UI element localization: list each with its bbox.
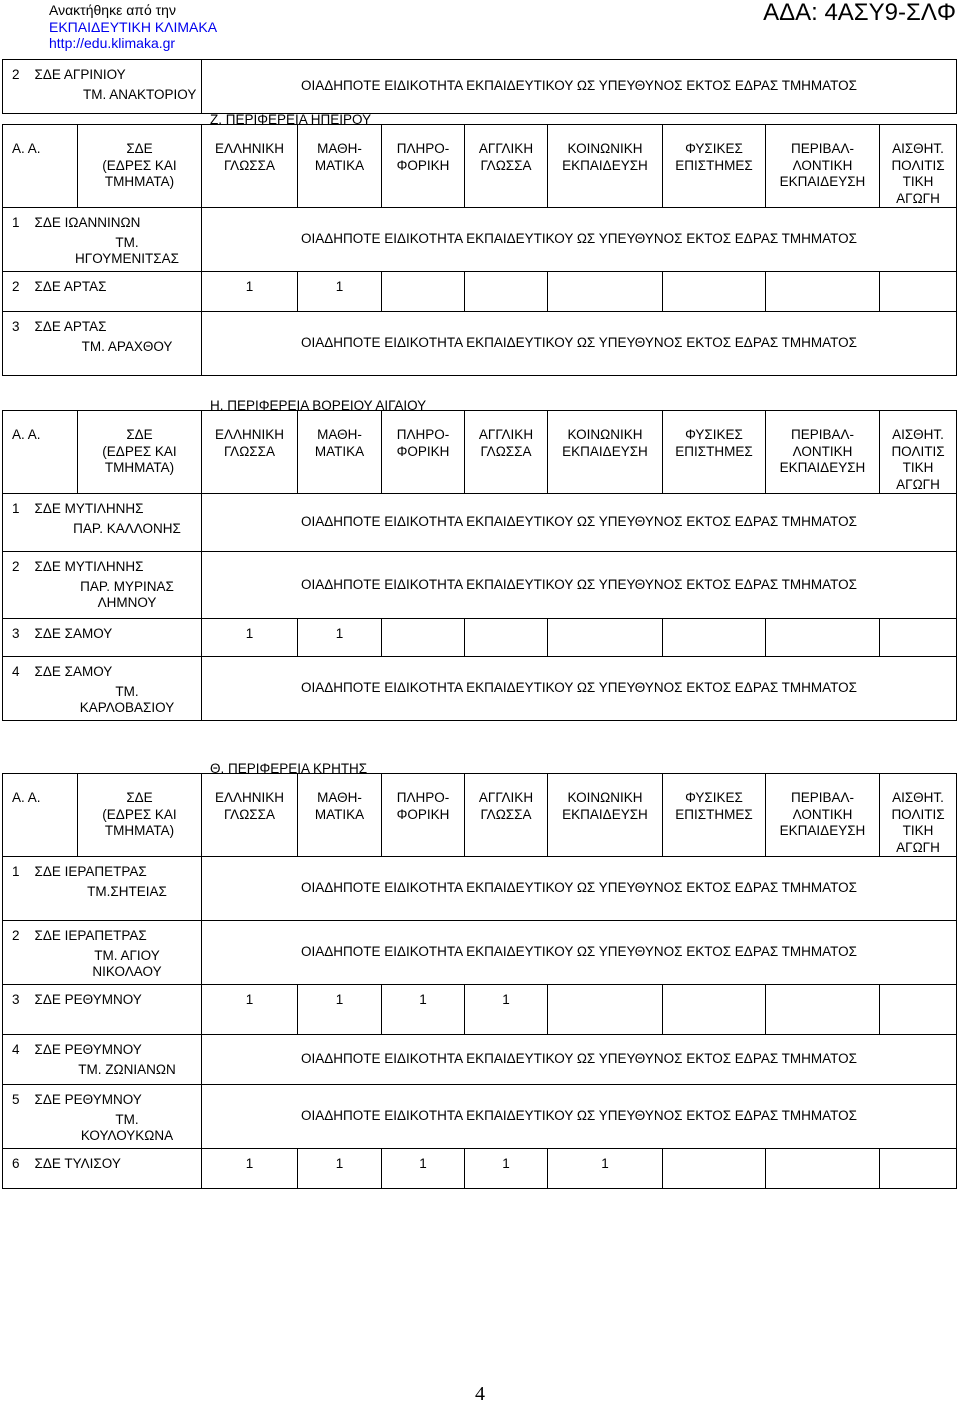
sde-header-line: ΤΜΗΜΑΤΑ) bbox=[104, 174, 175, 189]
aa-header bbox=[3, 411, 78, 494]
column-header-line: ΦΥΣΙΚΕΣ bbox=[685, 790, 743, 805]
column-header-line: ΦΟΡΙΚΗ bbox=[396, 443, 450, 459]
english-language-header bbox=[465, 125, 548, 208]
any-specialty-cell: ΟΙΑΔΗΠΟΤΕ ΕΙΔΙΚΟΤΗΤΑ ΕΚΠΑΙΔΕΥΤΙΚΟΥ ΩΣ ΥΠΕΥΘΥΝΟΣ ΕΚΤΟΣ ΕΔΡΑΣ ΤΜΗΜΑΤΟΣ bbox=[202, 60, 957, 114]
social-education-header bbox=[548, 411, 663, 494]
value-cell bbox=[382, 619, 465, 657]
school-cell bbox=[3, 312, 202, 376]
value-cell: 1 bbox=[202, 272, 298, 312]
source-url-link[interactable]: http://edu.klimaka.gr bbox=[49, 35, 176, 51]
value-cell: 1 bbox=[298, 985, 382, 1035]
row-number: 2 bbox=[12, 67, 20, 82]
environmental-education-header bbox=[766, 125, 880, 208]
column-header-line: ΑΙΣΘΗΤ. bbox=[892, 141, 944, 156]
column-header-line: ΦΟΡΙΚΗ bbox=[396, 157, 450, 173]
table-row bbox=[3, 272, 957, 312]
sde-header-line: ΤΜΗΜΑΤΑ) bbox=[104, 823, 175, 838]
school-branch: ΤΜ. ΚΟΥΛΟΥΚΩΝΑ bbox=[80, 1111, 174, 1143]
aa-header bbox=[3, 125, 78, 208]
row-number: 2 bbox=[12, 928, 20, 943]
school-cell bbox=[3, 619, 202, 657]
value-cell bbox=[766, 619, 880, 657]
column-header-line: ΦΟΡΙΚΗ bbox=[396, 806, 450, 822]
english-language-header bbox=[465, 411, 548, 494]
column-header-line: ΤΙΚΗ bbox=[902, 823, 934, 838]
column-header-line: ΜΑΤΙΚΑ bbox=[314, 443, 365, 459]
row-number: 1 bbox=[12, 864, 20, 879]
any-specialty-cell: ΟΙΑΔΗΠΟΤΕ ΕΙΔΙΚΟΤΗΤΑ ΕΚΠΑΙΔΕΥΤΙΚΟΥ ΩΣ ΥΠΕΥΘΥΝΟΣ ΕΚΤΟΣ ΕΔΡΑΣ ΤΜΗΜΑΤΟΣ bbox=[202, 494, 957, 552]
column-header-line: ΠΛΗΡΟ- bbox=[396, 141, 450, 156]
row-number: 3 bbox=[12, 319, 20, 334]
school-cell bbox=[3, 494, 202, 552]
school-cell bbox=[3, 1149, 202, 1189]
sde-header-line: ΤΜΗΜΑΤΑ) bbox=[104, 460, 175, 475]
school-branch: ΤΜ.ΣΗΤΕΙΑΣ bbox=[87, 883, 167, 899]
school-name: ΣΔΕ ΡΕΘΥΜΝΟΥ bbox=[34, 1092, 142, 1107]
school-cell bbox=[3, 552, 202, 619]
table-row bbox=[3, 619, 957, 657]
region-table bbox=[2, 112, 957, 376]
source-line: Ανακτήθηκε από την bbox=[49, 2, 176, 18]
column-header-line: ΕΚΠΑΙΔΕΥΣΗ bbox=[779, 823, 866, 838]
table-row bbox=[3, 857, 957, 921]
school-branch: ΤΜ. ΑΝΑΚΤΟΡΙΟΥ bbox=[83, 86, 197, 102]
school-branch: ΤΜ. ΑΓΙΟΥ bbox=[94, 947, 160, 963]
school-name: ΣΔΕ ΑΓΡΙΝΙΟΥ bbox=[34, 67, 126, 82]
value-cell bbox=[766, 985, 880, 1035]
environmental-education-header bbox=[766, 774, 880, 857]
school-name: ΣΔΕ ΜΥΤΙΛΗΝΗΣ bbox=[34, 501, 144, 516]
table-row bbox=[3, 60, 957, 114]
column-header-line: ΕΠΙΣΤΗΜΕΣ bbox=[675, 806, 753, 822]
sde-header bbox=[78, 125, 202, 208]
social-education-header bbox=[548, 774, 663, 857]
table-row bbox=[3, 921, 957, 985]
sde-header-line: ΣΔΕ bbox=[126, 427, 153, 442]
school-cell bbox=[3, 857, 202, 921]
social-education-header bbox=[548, 125, 663, 208]
region-title: Ζ. ΠΕΡΙΦΕΡΕΙΑ ΗΠΕΙΡΟΥ bbox=[210, 112, 372, 127]
value-cell bbox=[663, 619, 766, 657]
physical-sciences-header bbox=[663, 774, 766, 857]
school-name: ΣΔΕ ΣΑΜΟΥ bbox=[34, 664, 113, 679]
informatics-header bbox=[382, 411, 465, 494]
column-header-line: ΜΑΘΗ- bbox=[317, 427, 362, 442]
value-cell bbox=[663, 272, 766, 312]
column-header-line: ΓΛΩΣΣΑ bbox=[480, 806, 532, 822]
column-header-line: ΕΛΛΗΝΙΚΗ bbox=[214, 141, 285, 156]
any-specialty-cell: ΟΙΑΔΗΠΟΤΕ ΕΙΔΙΚΟΤΗΤΑ ΕΚΠΑΙΔΕΥΤΙΚΟΥ ΩΣ ΥΠΕΥΘΥΝΟΣ ΕΚΤΟΣ ΕΔΡΑΣ ΤΜΗΜΑΤΟΣ bbox=[202, 657, 957, 721]
school-branch: ΤΜ. ΑΡΑΧΘΟΥ bbox=[81, 338, 173, 354]
physical-sciences-header bbox=[663, 125, 766, 208]
mathematics-header bbox=[298, 125, 382, 208]
aesthetic-education-header bbox=[880, 125, 957, 208]
school-name: ΣΔΕ ΡΕΘΥΜΝΟΥ bbox=[34, 992, 142, 1007]
row-number: 3 bbox=[12, 626, 20, 641]
any-specialty-cell: ΟΙΑΔΗΠΟΤΕ ΕΙΔΙΚΟΤΗΤΑ ΕΚΠΑΙΔΕΥΤΙΚΟΥ ΩΣ ΥΠΕΥΘΥΝΟΣ ΕΚΤΟΣ ΕΔΡΑΣ ΤΜΗΜΑΤΟΣ bbox=[202, 208, 957, 272]
school-cell bbox=[3, 1085, 202, 1149]
english-language-header bbox=[465, 774, 548, 857]
column-header-line: ΑΓΓΛΙΚΗ bbox=[478, 141, 534, 156]
column-header-line: ΤΙΚΗ bbox=[902, 460, 934, 475]
value-cell: 1 bbox=[465, 985, 548, 1035]
column-header-line: ΚΟΙΝΩΝΙΚΗ bbox=[567, 141, 643, 156]
column-header-line: ΕΚΠΑΙΔΕΥΣΗ bbox=[779, 174, 866, 189]
page-number: 4 bbox=[475, 1383, 485, 1405]
row-number: 1 bbox=[12, 215, 20, 230]
value-cell: 1 bbox=[465, 1149, 548, 1189]
value-cell: 1 bbox=[548, 1149, 663, 1189]
table-row bbox=[3, 657, 957, 721]
value-cell bbox=[880, 619, 957, 657]
value-cell bbox=[880, 1149, 957, 1189]
column-header-line: ΦΥΣΙΚΕΣ bbox=[685, 427, 743, 442]
header-row bbox=[3, 411, 957, 494]
table-row bbox=[3, 985, 957, 1035]
row-number: 6 bbox=[12, 1156, 20, 1171]
school-name: ΣΔΕ ΑΡΤΑΣ bbox=[34, 319, 107, 334]
value-cell: 1 bbox=[298, 619, 382, 657]
school-name: ΣΔΕ ΜΥΤΙΛΗΝΗΣ bbox=[34, 559, 144, 574]
table-row bbox=[3, 494, 957, 552]
column-header-line: ΑΓΓΛΙΚΗ bbox=[478, 790, 534, 805]
column-header-line: ΑΓΩΓΗ bbox=[896, 476, 940, 492]
school-branch: ΤΜ. ΖΩΝΙΑΝΩΝ bbox=[78, 1061, 176, 1077]
value-cell bbox=[880, 272, 957, 312]
school-branch: ΠΑΡ. ΜΥΡΙΝΑΣ bbox=[80, 578, 174, 594]
region-title: Η. ΠΕΡΙΦΕΡΕΙΑ ΒΟΡΕΙΟΥ ΑΙΓΑΙΟΥ bbox=[210, 398, 427, 413]
aa-label: Α. Α. bbox=[12, 427, 41, 442]
row-number: 4 bbox=[12, 1042, 20, 1057]
school-branch: ΠΑΡ. ΚΑΛΛΟΝΗΣ bbox=[73, 520, 181, 536]
column-header-line: ΠΛΗΡΟ- bbox=[396, 790, 450, 805]
column-header-line: ΓΛΩΣΣΑ bbox=[223, 806, 275, 822]
column-header-line: ΠΟΛΙΤΙΣ bbox=[891, 157, 945, 173]
value-cell bbox=[880, 985, 957, 1035]
environmental-education-header bbox=[766, 411, 880, 494]
school-name: ΣΔΕ ΑΡΤΑΣ bbox=[34, 279, 107, 294]
school-name: ΣΔΕ ΙΩΑΝΝΙΝΩΝ bbox=[34, 215, 141, 230]
mathematics-header bbox=[298, 774, 382, 857]
any-specialty-cell: ΟΙΑΔΗΠΟΤΕ ΕΙΔΙΚΟΤΗΤΑ ΕΚΠΑΙΔΕΥΤΙΚΟΥ ΩΣ ΥΠΕΥΘΥΝΟΣ ΕΚΤΟΣ ΕΔΡΑΣ ΤΜΗΜΑΤΟΣ bbox=[202, 857, 957, 921]
column-header-line: ΑΓΩΓΗ bbox=[896, 190, 940, 206]
column-header-line: ΕΚΠΑΙΔΕΥΣΗ bbox=[562, 157, 648, 173]
any-specialty-cell: ΟΙΑΔΗΠΟΤΕ ΕΙΔΙΚΟΤΗΤΑ ΕΚΠΑΙΔΕΥΤΙΚΟΥ ΩΣ ΥΠΕΥΘΥΝΟΣ ΕΚΤΟΣ ΕΔΡΑΣ ΤΜΗΜΑΤΟΣ bbox=[202, 1085, 957, 1149]
column-header-line: ΛΟΝΤΙΚΗ bbox=[792, 157, 853, 173]
school-branch: ΗΓΟΥΜΕΝΙΤΣΑΣ bbox=[75, 251, 179, 266]
source-header bbox=[49, 2, 217, 52]
row-number: 1 bbox=[12, 501, 20, 516]
value-cell: 1 bbox=[298, 272, 382, 312]
row-number: 4 bbox=[12, 664, 20, 679]
row-number: 3 bbox=[12, 992, 20, 1007]
school-name: ΣΔΕ ΣΑΜΟΥ bbox=[34, 626, 113, 641]
physical-sciences-header bbox=[663, 411, 766, 494]
sde-header bbox=[78, 411, 202, 494]
column-header-line: ΕΚΠΑΙΔΕΥΣΗ bbox=[779, 460, 866, 475]
sde-header-line: (ΕΔΡΕΣ ΚΑΙ bbox=[102, 443, 177, 459]
school-cell bbox=[3, 921, 202, 985]
column-header-line: ΚΟΙΝΩΝΙΚΗ bbox=[567, 427, 643, 442]
sde-header bbox=[78, 774, 202, 857]
school-cell bbox=[3, 208, 202, 272]
value-cell bbox=[663, 1149, 766, 1189]
column-header-line: ΤΙΚΗ bbox=[902, 174, 934, 189]
column-header-line: ΜΑΘΗ- bbox=[317, 141, 362, 156]
aa-label: Α. Α. bbox=[12, 141, 41, 156]
table-row bbox=[3, 208, 957, 272]
column-header-line: ΠΟΛΙΤΙΣ bbox=[891, 443, 945, 459]
region-title: Θ. ΠΕΡΙΦΕΡΕΙΑ ΚΡΗΤΗΣ bbox=[210, 761, 368, 776]
value-cell bbox=[548, 619, 663, 657]
column-header-line: ΠΕΡΙΒΑΛ- bbox=[790, 427, 855, 442]
column-header-line: ΕΚΠΑΙΔΕΥΣΗ bbox=[562, 806, 648, 822]
school-branch: ΤΜ. bbox=[115, 234, 139, 250]
mathematics-header bbox=[298, 411, 382, 494]
column-header-line: ΕΛΛΗΝΙΚΗ bbox=[214, 790, 285, 805]
table-row bbox=[3, 312, 957, 376]
row-number: 2 bbox=[12, 279, 20, 294]
value-cell: 1 bbox=[298, 1149, 382, 1189]
any-specialty-cell: ΟΙΑΔΗΠΟΤΕ ΕΙΔΙΚΟΤΗΤΑ ΕΚΠΑΙΔΕΥΤΙΚΟΥ ΩΣ ΥΠΕΥΘΥΝΟΣ ΕΚΤΟΣ ΕΔΡΑΣ ΤΜΗΜΑΤΟΣ bbox=[202, 312, 957, 376]
informatics-header bbox=[382, 774, 465, 857]
column-header-line: ΓΛΩΣΣΑ bbox=[223, 157, 275, 173]
school-cell bbox=[3, 1035, 202, 1085]
sde-header-line: ΣΔΕ bbox=[126, 141, 153, 156]
value-cell bbox=[382, 272, 465, 312]
school-cell bbox=[3, 272, 202, 312]
column-header-line: ΜΑΘΗ- bbox=[317, 790, 362, 805]
value-cell: 1 bbox=[202, 1149, 298, 1189]
any-specialty-cell: ΟΙΑΔΗΠΟΤΕ ΕΙΔΙΚΟΤΗΤΑ ΕΚΠΑΙΔΕΥΤΙΚΟΥ ΩΣ ΥΠΕΥΘΥΝΟΣ ΕΚΤΟΣ ΕΔΡΑΣ ΤΜΗΜΑΤΟΣ bbox=[202, 1035, 957, 1085]
column-header-line: ΜΑΤΙΚΑ bbox=[314, 157, 365, 173]
school-branch: ΝΙΚΟΛΑΟΥ bbox=[92, 964, 162, 979]
header-row bbox=[3, 774, 957, 857]
column-header-line: ΑΙΣΘΗΤ. bbox=[892, 427, 944, 442]
column-header-line: ΛΟΝΤΙΚΗ bbox=[792, 443, 853, 459]
value-cell bbox=[766, 272, 880, 312]
row-number: 2 bbox=[12, 559, 20, 574]
column-header-line: ΚΟΙΝΩΝΙΚΗ bbox=[567, 790, 643, 805]
school-branch: ΤΜ. ΚΑΡΛΟΒΑΣΙΟΥ bbox=[79, 683, 175, 715]
column-header-line: ΠΕΡΙΒΑΛ- bbox=[790, 141, 855, 156]
sde-header-line: (ΕΔΡΕΣ ΚΑΙ bbox=[102, 806, 177, 822]
ada-code: ΑΔΑ: 4ΑΣΥ9-ΣΛΦ bbox=[763, 0, 956, 26]
aa-label: Α. Α. bbox=[12, 790, 41, 805]
column-header-line: ΑΙΣΘΗΤ. bbox=[892, 790, 944, 805]
top-table bbox=[2, 59, 957, 114]
table-row bbox=[3, 1085, 957, 1149]
column-header-line: ΕΛΛΗΝΙΚΗ bbox=[214, 427, 285, 442]
column-header-line: ΕΠΙΣΤΗΜΕΣ bbox=[675, 443, 753, 459]
school-name: ΣΔΕ ΡΕΘΥΜΝΟΥ bbox=[34, 1042, 142, 1057]
column-header-line: ΓΛΩΣΣΑ bbox=[480, 157, 532, 173]
school-name: ΣΔΕ ΙΕΡΑΠΕΤΡΑΣ bbox=[34, 864, 147, 879]
value-cell bbox=[548, 985, 663, 1035]
value-cell bbox=[465, 272, 548, 312]
aesthetic-education-header bbox=[880, 411, 957, 494]
aa-header bbox=[3, 774, 78, 857]
any-specialty-cell: ΟΙΑΔΗΠΟΤΕ ΕΙΔΙΚΟΤΗΤΑ ΕΚΠΑΙΔΕΥΤΙΚΟΥ ΩΣ ΥΠΕΥΘΥΝΟΣ ΕΚΤΟΣ ΕΔΡΑΣ ΤΜΗΜΑΤΟΣ bbox=[202, 921, 957, 985]
school-cell bbox=[3, 60, 202, 114]
value-cell bbox=[766, 1149, 880, 1189]
column-header-line: ΕΚΠΑΙΔΕΥΣΗ bbox=[562, 443, 648, 459]
school-cell bbox=[3, 657, 202, 721]
value-cell: 1 bbox=[202, 619, 298, 657]
value-cell bbox=[548, 272, 663, 312]
region-table bbox=[2, 761, 957, 1189]
column-header-line: ΓΛΩΣΣΑ bbox=[480, 443, 532, 459]
value-cell: 1 bbox=[382, 1149, 465, 1189]
table-row bbox=[3, 552, 957, 619]
column-header-line: ΜΑΤΙΚΑ bbox=[314, 806, 365, 822]
sde-header-line: ΣΔΕ bbox=[126, 790, 153, 805]
school-cell bbox=[3, 985, 202, 1035]
column-header-line: ΠΛΗΡΟ- bbox=[396, 427, 450, 442]
column-header-line: ΕΠΙΣΤΗΜΕΣ bbox=[675, 157, 753, 173]
column-header-line: ΑΓΓΛΙΚΗ bbox=[478, 427, 534, 442]
source-link-text[interactable]: ΕΚΠΑΙΔΕΥΤΙΚΗ ΚΛΙΜΑΚΑ bbox=[49, 18, 218, 35]
column-header-line: ΛΟΝΤΙΚΗ bbox=[792, 806, 853, 822]
value-cell: 1 bbox=[202, 985, 298, 1035]
school-name: ΣΔΕ ΙΕΡΑΠΕΤΡΑΣ bbox=[34, 928, 147, 943]
column-header-line: ΓΛΩΣΣΑ bbox=[223, 443, 275, 459]
value-cell bbox=[465, 619, 548, 657]
value-cell bbox=[663, 985, 766, 1035]
informatics-header bbox=[382, 125, 465, 208]
sde-header-line: (ΕΔΡΕΣ ΚΑΙ bbox=[102, 157, 177, 173]
school-name: ΣΔΕ ΤΥΛΙΣΟΥ bbox=[34, 1156, 121, 1171]
school-branch: ΛΗΜΝΟΥ bbox=[97, 595, 157, 610]
aesthetic-education-header bbox=[880, 774, 957, 857]
table-row bbox=[3, 1149, 957, 1189]
column-header-line: ΦΥΣΙΚΕΣ bbox=[685, 141, 743, 156]
row-number: 5 bbox=[12, 1092, 20, 1107]
column-header-line: ΠΕΡΙΒΑΛ- bbox=[790, 790, 855, 805]
column-header-line: ΠΟΛΙΤΙΣ bbox=[891, 806, 945, 822]
any-specialty-cell: ΟΙΑΔΗΠΟΤΕ ΕΙΔΙΚΟΤΗΤΑ ΕΚΠΑΙΔΕΥΤΙΚΟΥ ΩΣ ΥΠΕΥΘΥΝΟΣ ΕΚΤΟΣ ΕΔΡΑΣ ΤΜΗΜΑΤΟΣ bbox=[202, 552, 957, 619]
region-table bbox=[2, 398, 957, 721]
column-header-line: ΑΓΩΓΗ bbox=[896, 839, 940, 855]
value-cell: 1 bbox=[382, 985, 465, 1035]
table-row bbox=[3, 1035, 957, 1085]
header-row bbox=[3, 125, 957, 208]
